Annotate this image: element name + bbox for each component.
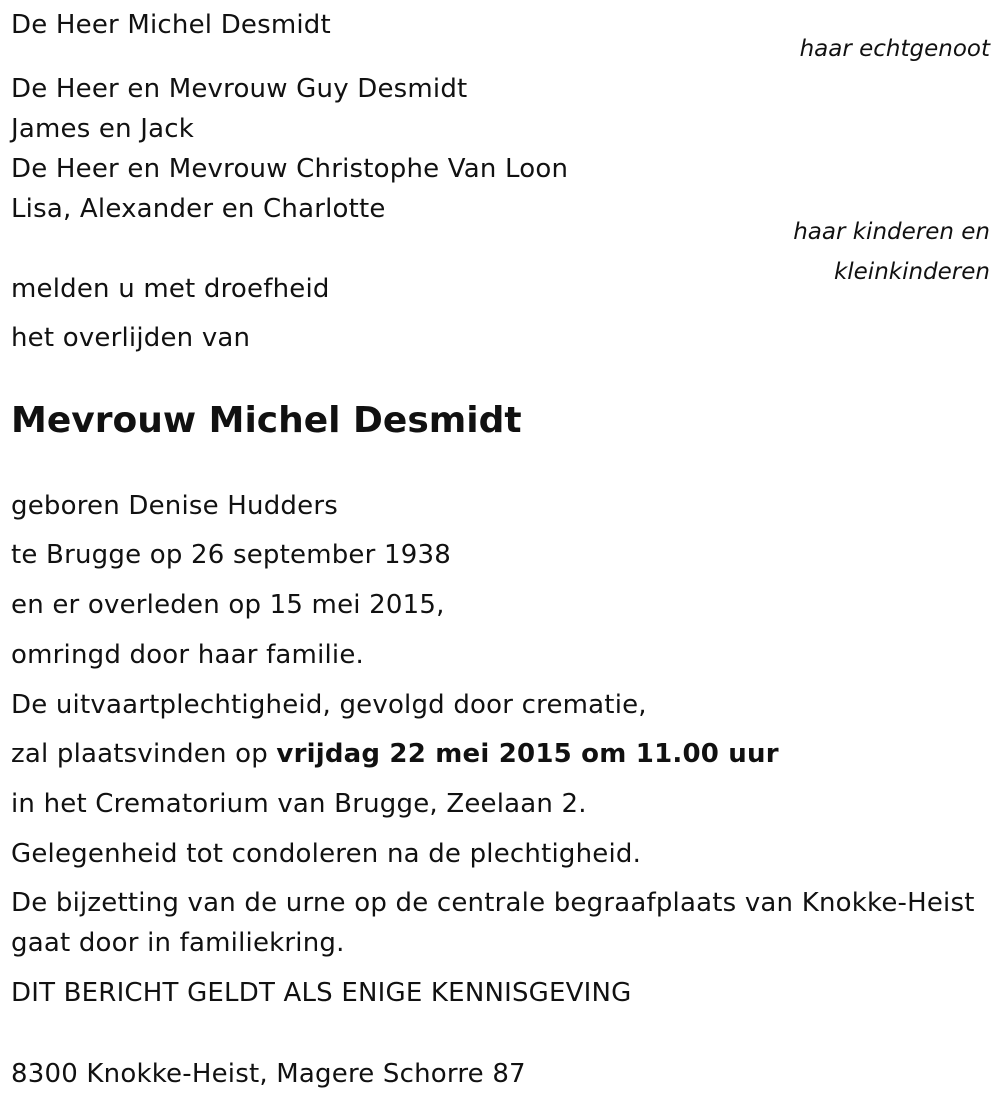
announce-line-1: melden u met droefheid — [11, 274, 330, 304]
husband-role: haar echtgenoot — [799, 36, 990, 62]
location-line: in het Crematorium van Brugge, Zeelaan 2. — [11, 789, 587, 819]
surrounded-line: omringd door haar familie. — [11, 640, 365, 670]
children-role-line-2: kleinkinderen — [833, 259, 990, 285]
ceremony-date-prefix: zal plaatsvinden op — [11, 739, 277, 769]
child-line-2: James en Jack — [11, 114, 195, 144]
urn-line-2: gaat door in familiekring. — [11, 928, 345, 958]
address-line: 8300 Knokke-Heist, Magere Schorre 87 — [11, 1059, 526, 1089]
child-line-1: De Heer en Mevrouw Guy Desmidt — [11, 74, 468, 104]
urn-line-1: De bijzetting van de urne op de centrale begraafplaats van Knokke-Heist — [11, 888, 975, 918]
child-line-3: De Heer en Mevrouw Christophe Van Loon — [11, 154, 569, 184]
children-role-line-1: haar kinderen en — [793, 219, 990, 245]
condolence-line: Gelegenheid tot condoleren na de plechtigheid. — [11, 839, 642, 869]
ceremony-date-line — [11, 734, 779, 774]
born-name: geboren Denise Hudders — [11, 491, 338, 521]
announce-line-2: het overlijden van — [11, 323, 251, 353]
child-line-4: Lisa, Alexander en Charlotte — [11, 194, 386, 224]
death-line: en er overleden op 15 mei 2015, — [11, 590, 445, 620]
husband-name: De Heer Michel Desmidt — [11, 10, 331, 40]
ceremony-date: vrijdag 22 mei 2015 om 11.00 uur — [276, 739, 779, 769]
ceremony-line: De uitvaartplechtigheid, gevolgd door crematie, — [11, 690, 647, 720]
notice-line: DIT BERICHT GELDT ALS ENIGE KENNISGEVING — [11, 978, 632, 1008]
birth-line: te Brugge op 26 september 1938 — [11, 540, 451, 570]
deceased-name: Mevrouw Michel Desmidt — [11, 400, 522, 441]
